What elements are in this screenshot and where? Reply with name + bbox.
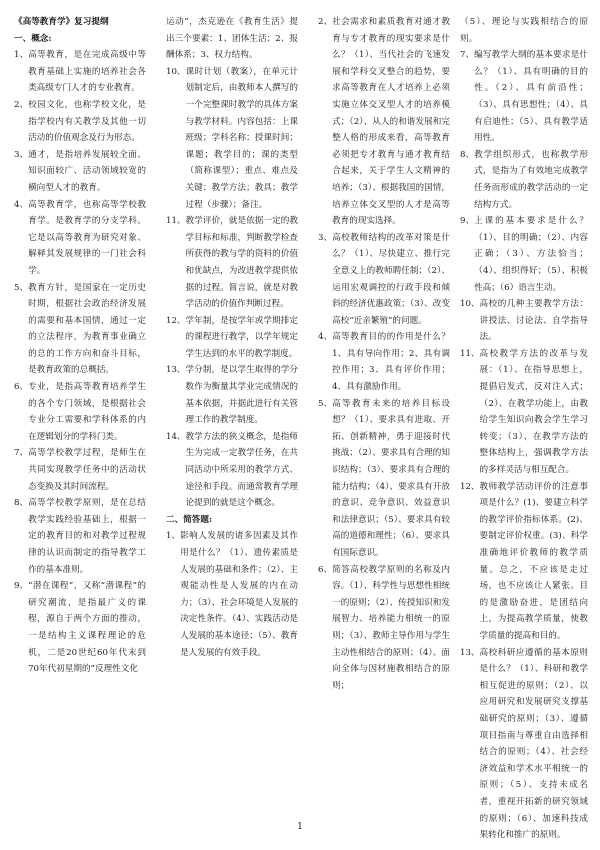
list-item [166,362,298,428]
item-number: 4、 [318,332,333,343]
item-number: 1、 [14,50,29,61]
page-number: 1 [297,822,303,832]
item-text: “潜在课程”，又称“潜课程”的研究潮流，是指最广义的课程，源自于两个方面的推动，一是结构主义课程理论的危机，二是20世纪60年代末到70年代初星期的“反理性文化 [28,581,146,675]
list-item [14,280,146,380]
item-number: 10、 [460,299,480,310]
item-number: 2、 [14,99,29,110]
list-item [460,14,588,47]
list-item [166,14,298,64]
list-item [166,64,298,213]
list-item [460,147,588,213]
item-text: 简答高校教学原则的名称及内容。（1）、科学性与思想性相统一的原则；（2）、传授知识和发展智力、培养能力相统一的原则；（3）、教师主导作用与学生主动性相结合的原则；（4）、面向全体与因材施教相结合的原则； [332,564,450,691]
list-item [14,578,146,678]
item-text: 上课的基本要求是什么？（1）、目的明确；（2）、内容正确；（3）、方法恰当；（4）、组织得好；（5）、积极性高；（6）语言生动。 [474,216,588,293]
item-number: 8、 [14,498,29,509]
item-number: 9、 [14,581,29,592]
item-text: 高等学校教学原则，是在总结教学实践经验基础上，根据一定的教育目的和对教学过程规律的认识而制定的指导教学工作的基本准则。 [28,498,146,575]
item-text: 高校教师结构的改革对策是什么？（1）、尽快建立、推行完全意义上的教师聘任制；（2）、运用宏观调控的行政手段和倾斜的经济优惠政策；（3）、改变高校“近亲繁殖”的问题。 [332,232,450,326]
item-number: 1、 [166,531,181,542]
item-number: 12、 [460,481,480,492]
item-text: 专业，是指高等教育培养学生的各个专门领域，是根据社会专业分工需要和学科体系的内在逻辑划分的学科门类。 [28,382,146,442]
list-item [166,313,298,363]
item-text: 教学方法的狭义概念，是指师生为完成一定教学任务，在共同活动中所采用的教学方式、途径和手段。而通常教育学理论提到的就是这个概念。 [185,431,298,509]
list-item [14,197,146,280]
column-2-items [166,14,298,512]
list-item [318,329,450,395]
item-text: 高等教育，是在完成高级中等教育基础上实施的培养社会各类高级专门人才的专业教育。 [28,50,146,94]
item-number: 2、 [318,17,333,27]
list-item [14,97,146,147]
list-item [318,230,450,330]
list-item [14,445,146,495]
item-text: 高等学校教学过程，是师生在共同实现教学任务中的活动状态变换及其时间流程。 [28,448,146,492]
list-item [318,14,450,230]
list-item [166,213,298,313]
section-heading: 一、概念: [14,33,52,44]
item-number: 5、 [318,398,333,409]
item-number: 11、 [166,216,186,227]
column-3-items [318,14,450,694]
list-item [166,429,298,512]
item-number: 7、 [460,50,475,61]
item-number: 13、 [460,647,480,658]
item-number: 14、 [166,431,186,442]
item-text: 高等教育未来的培养目标设想？（1）、要求具有进取、开拓、创新精神，勇于迎接时代挑战；（2）、要求具有合理的知识结构；（3）、要求具有合理的能力结构；（4）、要求具有开放的意识、竞争意识、效益意识和法律意识；（5）、要求具有较高的道德和理性；（6）、要求具有国际意识。 [332,398,450,558]
item-number: 3、 [318,232,333,243]
item-text: 通才，是指培养发展较全面、知识面较广、活动领域较宽的横向型人才的教育。 [28,149,146,193]
item-text: 教育方针，是国家在一定历史时期，根据社会政治经济发展的需要和基本国情，通过一定的立法程序，为教育事业确立的总的工作方向和奋斗目标，是教育政策的总概括。 [28,282,146,376]
item-text: 高等教育目的的作用是什么？1、具有导向作用；2、具有调控作用；3、具有评价作用；4、具有激励作用。 [332,332,450,393]
item-text: 教学组织形式，也称教学形式，是指为了有效地完成教学任务而形成的教学活动的一定结构方式。 [474,149,588,210]
column-2 [166,14,298,661]
list-item [14,379,146,445]
list-item [460,645,588,844]
item-number: 6、 [14,382,29,393]
item-number: 6、 [318,564,333,575]
list-item [460,47,588,147]
item-text: 教师教学活动评价的注意事项是什么？(1)、要建立科学的教学评价指标体系。(2)、要制定评价权重。(3)、科学准确地评价教师的教学质量。总之，不应该是走过场，也不应该让人紧张。目的是激励奋进，是团结向上，为提高教学质量，使教学质量的提高和目的。 [479,481,588,641]
item-number: 10、 [166,66,186,77]
column-1-items [14,47,146,678]
list-item [318,396,450,562]
list-item [460,296,588,346]
item-number: 4、 [14,199,29,210]
list-item [166,528,298,661]
column-2-items-b [166,528,298,661]
column-4 [460,14,588,844]
item-number: 7、 [14,448,29,459]
document-title: 《高等教育学》复习提纲 [14,17,109,27]
item-text: 编写教学大纲的基本要求是什么？（1）、具有明确的目的性。（2）、具有前沿性；（3）、具有思想性；（4）、具有启迪性；（5）、具有教学适用性。 [474,50,588,144]
item-text: 影响人发展的诸多因素及其作用是什么？（1）、遗传素质是人发展的基础和条件；（2）、主观能动性是人发展的内在动力；（3）、社会环境是人发展的决定性条件。（4）、实践活动是人发展的基本途径；（5）、教育是人发展的有效手段。 [180,531,298,658]
list-item [460,213,588,296]
list-item [14,47,146,97]
item-number: 8、 [460,149,475,160]
item-text: 校园文化，也称学校文化，是指学校内有关教学及其他一切活动的价值观念及行为形态。 [28,99,146,144]
item-text: 高校科研应遵循的基本原则是什么？（1）、科研和教学相互促进的原则；（2）、以应用研究和发展研究支撑基础研究的原则；（3）、遵循项目指南与尊重自由选择相结合的原则；（4）、社会经济效益和学术水平相统一的原则；（5）、支持未成名者，重视开拓新的研究领域的原则；（6）、加速科技成果转化和推广的原则。 [479,647,588,841]
list-item [318,562,450,695]
item-number: 9、 [460,216,475,227]
item-number: 5、 [14,282,29,293]
item-text: 课时计划（教案），在单元计划制定后，由教师本人撰写的一个完整课时教学的具体方案与教学材料。内容包括：上课班级；学科名称；授课时间；课题；教学目的；课的类型（简称课型）；重点、难点及关键；教学方法；教具；教学过程（步骤）；备注。 [185,66,298,210]
list-item [460,479,588,645]
list-item [14,495,146,578]
item-text: 运动”，杰克逊在《教育生活》提出三个要素：1、团体生活；2、报酬体系；3、权力结构。 [166,17,298,61]
list-item [14,147,146,197]
item-text: 高校教学方法的改革与发展：（1）、在指导思想上，提倡启发式，反对注入式；（2）、在教学功能上，由教给学生知识向教会学生学习转变；（3）、在教学方法的整体结构上，强调教学方法的多样灵活与相互配合。 [479,348,588,476]
column-1 [14,14,146,678]
section-heading: 二、简答题: [166,514,213,525]
item-number: 11、 [460,348,480,359]
item-text: 学年制，是按学年或学期排定的课程进行教学，以学年规定学生达到的水平的教学制度。 [185,315,298,359]
item-text: 社会需求和素质教育对通才教育与专才教育的现实要求是什么？（1）、当代社会的飞速发展和学科交叉整合的趋势，要求高等教育在人才培养上必须实施立体交叉型人才的培养模式；（2）、从人的和谐发展和完整人格的形成来看，高等教育必须把专才教育与通才教育结合起来，关于学生人文精神的培养；（3）、根据我国的国情，培养立体交叉型的人才是高等教育的现实选择。 [332,17,450,227]
item-number: 3、 [14,149,29,160]
item-text: 高等教育学，也称高等学校教育学。是教育学的分支学科。它是以高等教育为研究对象、解释其发展规律的一门社会科学。 [28,199,146,276]
item-text: 学分制，是以学生取得的学分数作为衡量其学业完成情况的基本依据，并据此进行有关管理工作的教学制度。 [185,365,298,426]
list-item [460,346,588,479]
column-4-items [460,14,588,844]
item-number: 13、 [166,365,186,376]
item-text: 教学评价，就是依据一定的教学目标和标准，判断教学检查所获得的教与学的资料的价值和优缺点，为改进教学提供依据的过程。简言说，就是对教学活动的价值作判断过程。 [185,216,298,310]
item-text: 高校的几种主要教学方法：讲授法、讨论法、自学指导法。 [479,299,588,343]
item-text: （5）、理论与实践相结合的原则。 [460,17,588,44]
item-number: 12、 [166,315,186,326]
column-3 [318,14,450,694]
